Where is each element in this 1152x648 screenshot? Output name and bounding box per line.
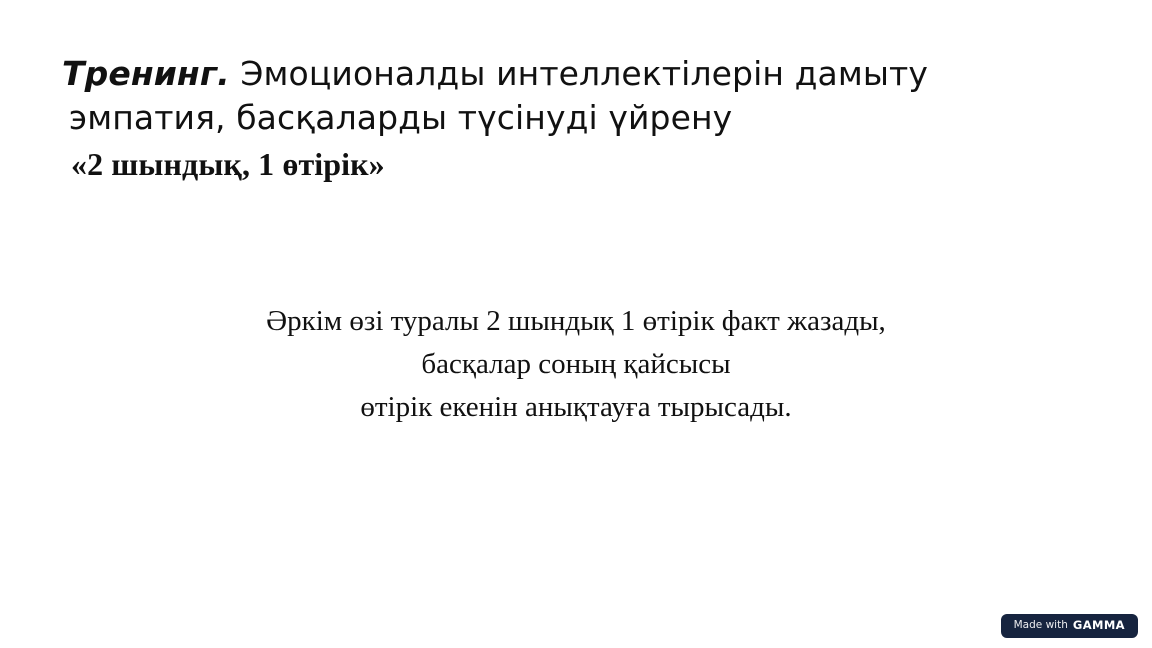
body-line-2: басқалар соның қайсысы: [421, 347, 731, 380]
title-line-2: эмпатия, басқаларды түсінуді үйрену: [69, 97, 733, 137]
body-line-3: өтірік екенін анықтауға тырысады.: [360, 390, 792, 423]
body-line-1: Әркім өзі туралы 2 шындық 1 өтірік факт жазады,: [266, 305, 886, 337]
title-emphasis: Тренинг.: [62, 54, 230, 93]
title-line-1-rest: Эмоционалды интеллектілерін дамыту: [229, 54, 928, 93]
slide-title: [62, 52, 1152, 185]
title-line-1: [62, 52, 1152, 96]
badge-made-with-label: Made with: [1013, 619, 1068, 631]
made-with-gamma-badge[interactable]: [1001, 614, 1138, 639]
title-line-3: «2 шындық, 1 өтірік»: [71, 146, 385, 183]
slide-body: [0, 300, 1152, 429]
badge-brand-label: GAMMA: [1072, 617, 1125, 632]
